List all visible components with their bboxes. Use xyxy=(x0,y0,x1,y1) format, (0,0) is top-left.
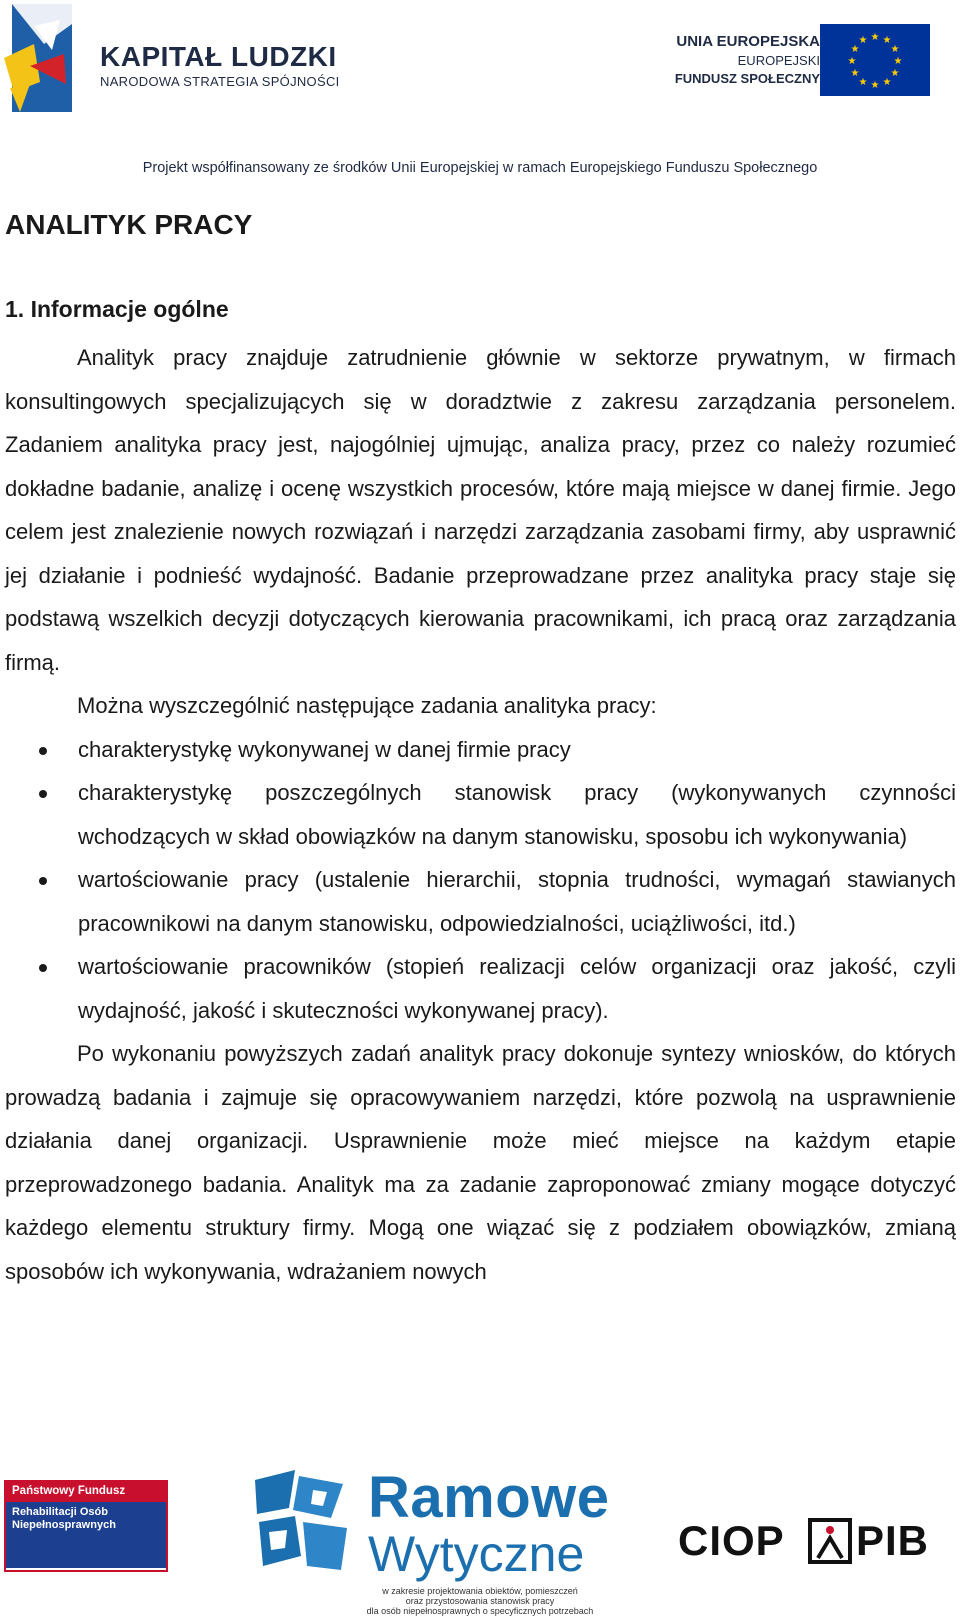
rw-caption-1: w zakresie projektowania obiektów, pomieszczeń xyxy=(382,1586,578,1596)
svg-text:★: ★ xyxy=(850,68,860,79)
list-item xyxy=(5,728,956,772)
list-item-text: wartościowanie pracowników (stopień realizacji celów organizacji oraz jakość, czyli wydajność, jakość i skuteczności wykonywanej pracy). xyxy=(78,954,956,1023)
pfron-line-1: Państwowy Fundusz xyxy=(6,1482,166,1502)
svg-text:★: ★ xyxy=(882,35,892,46)
svg-text:★: ★ xyxy=(882,77,892,88)
list-item xyxy=(5,771,956,858)
svg-text:★: ★ xyxy=(870,80,880,91)
svg-text:★: ★ xyxy=(890,44,900,55)
ciop-text: CIOP xyxy=(678,1517,785,1564)
pib-text: PIB xyxy=(856,1517,930,1564)
svg-text:★: ★ xyxy=(870,32,880,43)
rw-caption-2: oraz przystosowania stanowisk pracy xyxy=(405,1596,555,1606)
document-body xyxy=(5,200,956,1293)
kl-title: KAPITAŁ LUDZKI xyxy=(100,41,337,72)
rw-caption-3: dla osób niepełnosprawnych o specyficznych potrzebach xyxy=(366,1606,594,1616)
page-header xyxy=(0,0,960,190)
ramowe-wytyczne-text xyxy=(368,1465,610,1582)
kl-subtitle: NARODOWA STRATEGIA SPÓJNOŚCI xyxy=(100,74,340,89)
cofinancing-note: Projekt współfinansowany ze środków Unii Europejskiej w ramach Europejskiego Funduszu Społecznego xyxy=(142,160,818,176)
section-heading: 1. Informacje ogólne xyxy=(5,296,229,322)
document-title: ANALITYK PRACY xyxy=(5,209,253,240)
list-item-text: charakterystykę poszczególnych stanowisk pracy (wykonywanych czynności wchodzących w skład obowiązków na danym stanowisku, sposobu ich wykonywania) xyxy=(78,780,956,849)
svg-text:★: ★ xyxy=(893,56,903,67)
bullet-icon xyxy=(39,964,47,972)
eu-flag-icon xyxy=(820,24,930,96)
svg-text:★: ★ xyxy=(858,35,868,46)
list-item-text: charakterystykę wykonywanej w danej firmie pracy xyxy=(78,736,571,762)
bullet-icon xyxy=(39,790,47,798)
page-footer xyxy=(0,1465,960,1620)
pfron-line-2: Rehabilitacji Osób xyxy=(12,1506,108,1518)
pfron-line-3: Niepełnosprawnych xyxy=(12,1519,116,1531)
rw-title-1: Ramowe xyxy=(368,1465,610,1530)
ciop-figure-icon xyxy=(808,1518,852,1564)
eu-line-3: FUNDUSZ SPOŁECZNY xyxy=(674,71,820,86)
kapital-ludzki-logo-icon xyxy=(4,4,76,116)
svg-text:★: ★ xyxy=(858,77,868,88)
rw-caption xyxy=(360,1586,600,1616)
eu-text xyxy=(675,32,820,87)
svg-text:★: ★ xyxy=(850,44,860,55)
paragraph-intro: Analityk pracy znajduje zatrudnienie głównie w sektorze prywatnym, w firmach konsultingowych specjalizujących się w doradztwie z zakresu zarządzania personelem. Zadaniem analityka pracy jest, najogólniej ujmując, analiza pracy, przez co należy rozumieć dokładne badanie, analizę i ocenę wszystkich procesów, które mają miejsce w danej firmie. Jego celem jest znalezienie nowych rozwiązań i narzędzi zarządzania zasobami firmy, aby usprawnić jej działanie i podnieść wydajność. Badanie przeprowadzane przez analityka pracy staje się podstawą wszelkich decyzji dotyczących kierowania pracownikami, ich pracą oraz zarządzania firmą. xyxy=(5,345,956,675)
pfron-body xyxy=(6,1502,166,1568)
pfron-logo xyxy=(4,1480,168,1572)
list-item-text: wartościowanie pracy (ustalenie hierarchii, stopnia trudności, wymagań stawianych pracownikowi na danym stanowisku, odpowiedzialności, uciążliwości, itd.) xyxy=(78,867,956,936)
list-item xyxy=(5,945,956,1032)
kapital-ludzki-text xyxy=(100,42,340,89)
svg-text:★: ★ xyxy=(890,68,900,79)
svg-text:★: ★ xyxy=(847,56,857,67)
bullet-icon xyxy=(39,747,47,755)
rw-title-2: Wytyczne xyxy=(368,1526,585,1582)
ramowe-wytyczne-mark-icon xyxy=(255,1470,355,1580)
eu-line-1: UNIA EUROPEJSKA xyxy=(676,33,820,50)
eu-line-2: EUROPEJSKI xyxy=(737,53,820,68)
bullet-icon xyxy=(39,877,47,885)
paragraph-synthesis: Po wykonaniu powyższych zadań analityk pracy dokonuje syntezy wniosków, do których prowadzą badania i zajmuje się opracowywaniem narzędzi, które pozwolą na usprawnienie działania danej organizacji. Usprawnienie może mieć miejsce na każdym etapie przeprowadzonego badania. Analityk ma za zadanie zaproponować zmiany mogące dotyczyć każdego elementu struktury firmy. Mogą one wiązać się z podziałem obowiązków, zmianą sposobów ich wykonywania, wdrażaniem nowych xyxy=(5,1041,956,1284)
tasks-intro: Można wyszczególnić następujące zadania analityka pracy: xyxy=(77,693,657,718)
tasks-list xyxy=(5,728,956,1033)
list-item xyxy=(5,858,956,945)
